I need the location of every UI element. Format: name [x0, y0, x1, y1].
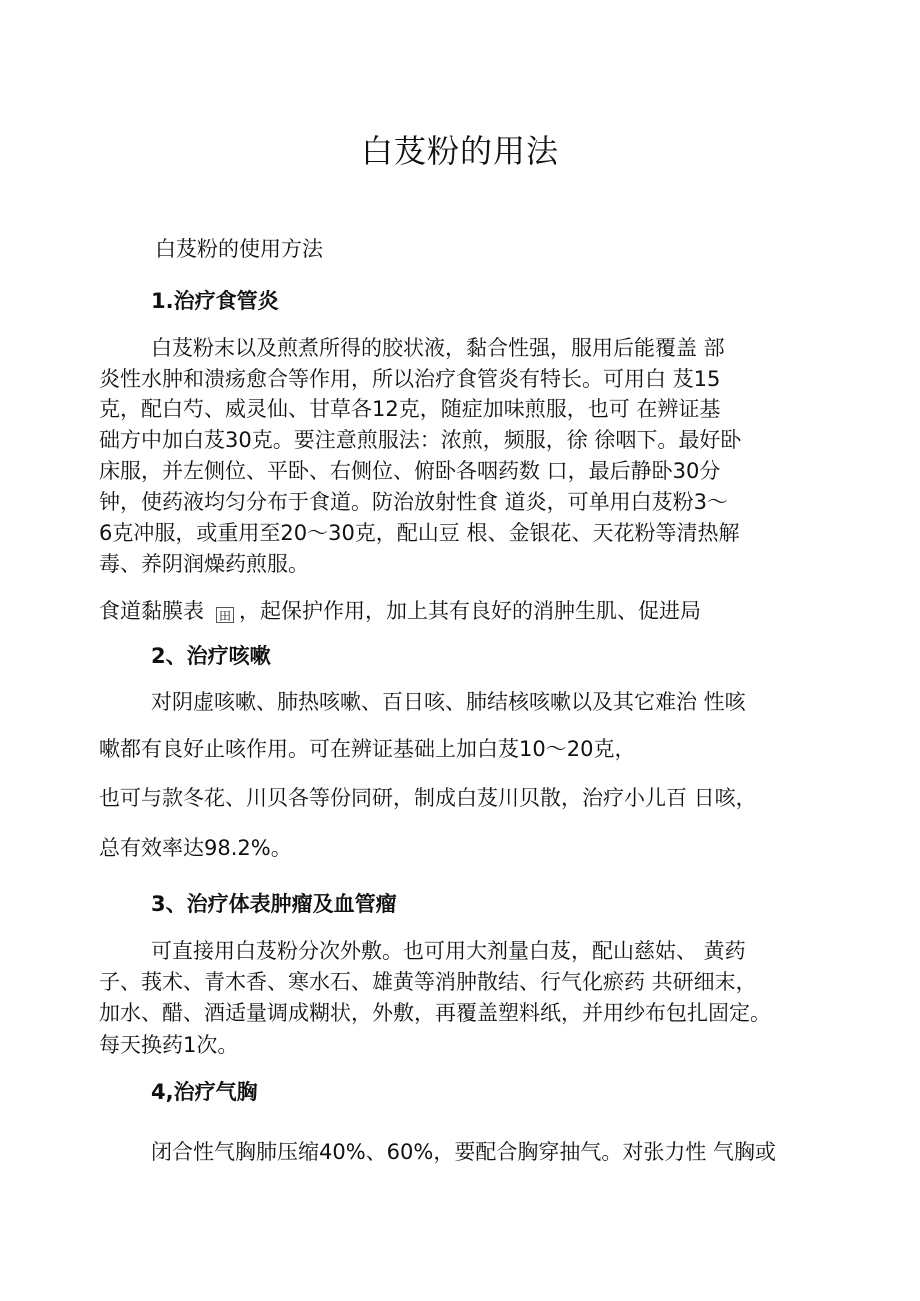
section-1-extra-suffix: ，起保护作用，加上其有良好的消肿生肌、促进局 — [239, 599, 701, 623]
section-4-line-1: 闭合性气胸肺压缩40%、60%，要配合胸穿抽气。对张力性 气胸或 — [151, 1140, 777, 1164]
section-3-line-1: 可直接用白芨粉分次外敷。也可用大剂量白芨，配山慈姑、 黄药 — [151, 939, 746, 963]
section-2-line-3: 也可与款冬花、川贝各等份同研，制成白芨川贝散，治疗小儿百 日咳， — [99, 786, 757, 810]
section-1-extra-prefix: 食道黏膜表 — [99, 599, 204, 623]
section-3-line-3: 加水、醋、酒适量调成糊状，外敷，再覆盖塑料纸，并用纱布包扎固定。 — [99, 1001, 771, 1025]
section-1-line-2: 炎性水肿和溃疡愈合等作用，所以治疗食管炎有特长。可用白 芨15 — [99, 367, 721, 391]
document-title: 白芨粉的用法 — [360, 132, 559, 170]
section-2-heading: 2、治疗咳嗽 — [151, 644, 271, 668]
section-3-heading: 3、治疗体表肿瘤及血管瘤 — [151, 892, 397, 916]
section-1-extra-line — [99, 596, 701, 626]
section-1-heading: 1.治疗食管炎 — [151, 289, 279, 313]
section-1-line-7: 6克冲服，或重用至20～30克，配山豆 根、金银花、天花粉等清热解 — [99, 521, 740, 545]
section-2-line-4: 总有效率达98.2%。 — [99, 836, 292, 860]
section-1-line-3: 克，配白芍、威灵仙、甘草各12克，随症加味煎服，也可 在辨证基 — [99, 397, 721, 421]
section-1-line-8: 毒、养阴润燥药煎服。 — [99, 552, 309, 576]
section-2-line-1: 对阴虚咳嗽、肺热咳嗽、百日咳、肺结核咳嗽以及其它难治 性咳 — [151, 690, 746, 714]
intro-line: 白芨粉的使用方法 — [155, 237, 323, 261]
section-1-line-1: 白芨粉末以及煎煮所得的胶状液，黏合性强，服用后能覆盖 部 — [151, 336, 725, 360]
section-4-heading: 4,治疗气胸 — [151, 1080, 258, 1104]
section-1-line-4: 础方中加白芨30克。要注意煎服法：浓煎，频服，徐 徐咽下。最好卧 — [99, 428, 742, 452]
section-3-line-2: 子、莪术、青木香、寒水石、雄黄等消肿散结、行气化瘀药 共研细末， — [99, 970, 757, 994]
grid-symbol-icon: 田 — [216, 607, 234, 623]
section-2-line-2: 嗽都有良好止咳作用。可在辨证基础上加白芨10～20克， — [99, 737, 636, 761]
section-3-line-4: 每天换药1次。 — [99, 1033, 239, 1057]
section-1-line-6: 钟，使药液均匀分布于食道。防治放射性食 道炎，可单用白芨粉3～ — [99, 490, 729, 514]
section-1-line-5: 床服，并左侧位、平卧、右侧位、俯卧各咽药数 口，最后静卧30分 — [99, 459, 721, 483]
